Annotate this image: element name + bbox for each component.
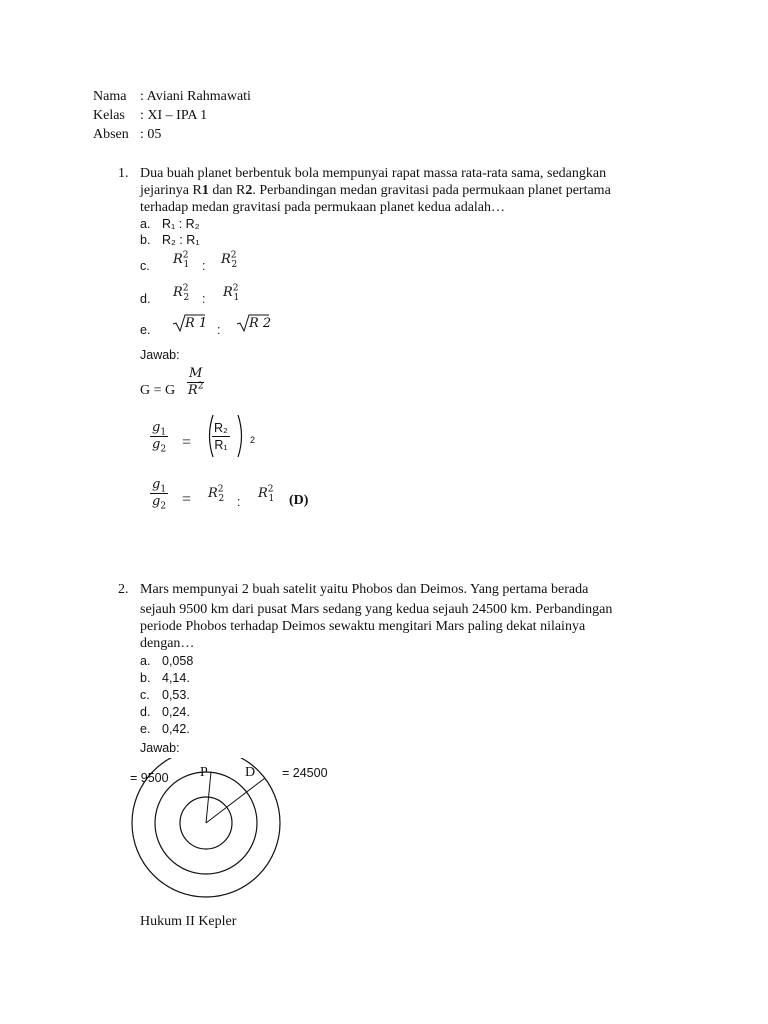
q1-option-a-text: R₁ : R₂ bbox=[162, 217, 200, 231]
q2-option-d-text: 0,24. bbox=[162, 705, 190, 719]
q1-text-line1: Dua buah planet berbentuk bola mempunyai rapat massa rata-rata sama, sedangkan bbox=[140, 166, 607, 181]
q1-eq1-lhs: G = G bbox=[140, 383, 176, 398]
q1-option-e-left: R 1 bbox=[185, 316, 208, 331]
q1-option-c-letter: c. bbox=[140, 259, 150, 273]
q1-eq3-g-fraction: $\frac{g_1}{g_2}$ bbox=[152, 477, 167, 512]
q1-eq3-right: $R^2_1$ bbox=[258, 484, 275, 504]
q2-text-line4: dengan… bbox=[140, 636, 195, 651]
q1-option-e-sep: : bbox=[217, 323, 221, 337]
absen-value: : 05 bbox=[140, 127, 162, 142]
q2-option-e-text: 0,42. bbox=[162, 722, 190, 736]
q2-jawab-label: Jawab: bbox=[140, 741, 180, 755]
q1-text-line2-post: . Perbandingan medan gravitasi pada permukaan planet pertama bbox=[252, 183, 611, 198]
q2-caption: Hukum II Kepler bbox=[140, 914, 237, 929]
diagram-label-p: P bbox=[200, 765, 208, 780]
q1-option-d-sep: : bbox=[202, 292, 206, 306]
q1-eq2-inner-fraction bbox=[212, 420, 230, 453]
q2-number: 2. bbox=[118, 582, 129, 597]
class-label: Kelas bbox=[93, 108, 125, 123]
q2-option-b-text: 4,14. bbox=[162, 671, 190, 685]
q1-eq2-inner-num: R₂ bbox=[214, 421, 228, 435]
q1-eq2-power: 2 bbox=[250, 435, 256, 445]
right-paren-icon bbox=[236, 414, 246, 458]
diagram-label-right: = 24500 bbox=[282, 766, 328, 780]
q2-option-b-letter: b. bbox=[140, 671, 151, 685]
q1-eq3-sep: : bbox=[237, 495, 241, 509]
q1-option-b-text: R₂ : R₁ bbox=[162, 233, 200, 247]
q1-eq2-g-fraction: $\frac{g_1}{g_2}$ bbox=[152, 420, 167, 455]
q2-option-a-letter: a. bbox=[140, 654, 151, 668]
q1-text-line2-mid: dan R bbox=[208, 183, 246, 198]
q1-text-line2-pre: jejarinya R bbox=[140, 183, 202, 198]
q1-eq1-fraction bbox=[187, 366, 204, 399]
q1-option-d-left: $R^2_2$ bbox=[173, 283, 190, 303]
q2-option-e-letter: e. bbox=[140, 722, 151, 736]
q1-eq2-inner-den: R₁ bbox=[214, 438, 228, 452]
absen-label: Absen bbox=[93, 127, 129, 142]
q1-answer: (D) bbox=[289, 493, 309, 508]
diagram-label-left: = 9500 bbox=[130, 771, 169, 785]
q1-option-b-letter: b. bbox=[140, 233, 151, 247]
q2-option-a-text: 0,058 bbox=[162, 654, 194, 668]
q1-eq1-den: $R^2$ bbox=[187, 381, 204, 398]
name-value: : Aviani Rahmawati bbox=[140, 89, 251, 104]
q2-text-line2: sejauh 9500 km dari pusat Mars sedang yang kedua sejauh 24500 km. Perbandingan bbox=[140, 602, 613, 617]
q1-option-c-sep: : bbox=[202, 259, 206, 273]
diagram-label-d: D bbox=[245, 765, 256, 780]
q1-eq3-left: $R^2_2$ bbox=[208, 484, 225, 504]
q2-option-c-letter: c. bbox=[140, 688, 150, 702]
q1-option-c-left: $R^2_1$ bbox=[173, 250, 190, 270]
q1-option-d-right: $R^2_1$ bbox=[223, 283, 240, 303]
q1-option-e-right: R 2 bbox=[249, 316, 272, 331]
q2-option-d-letter: d. bbox=[140, 705, 151, 719]
q1-option-d-letter: d. bbox=[140, 292, 151, 306]
q1-option-c-right: $R^2_2$ bbox=[221, 250, 238, 270]
q2-text-line1: Mars mempunyai 2 buah satelit yaitu Phobos dan Deimos. Yang pertama berada bbox=[140, 582, 589, 597]
q2-option-c-text: 0,53. bbox=[162, 688, 190, 702]
q1-eq3-equals: = bbox=[182, 491, 192, 508]
q1-option-e-letter: e. bbox=[140, 323, 151, 337]
q1-jawab-label: Jawab: bbox=[140, 348, 180, 362]
q1-number: 1. bbox=[118, 166, 129, 181]
q2-text-line3: periode Phobos terhadap Deimos sewaktu mengitari Mars paling dekat nilainya bbox=[140, 619, 586, 634]
q1-text-line3: terhadap medan gravitasi pada permukaan planet kedua adalah… bbox=[140, 200, 506, 215]
q1-eq1-num: M bbox=[189, 366, 203, 381]
q1-eq2-equals: = bbox=[182, 434, 192, 451]
q1-text-line2 bbox=[140, 182, 611, 199]
q1-option-a-letter: a. bbox=[140, 217, 151, 231]
q1-text-line2-bold1: 1 bbox=[201, 183, 209, 198]
class-value: : XI – IPA 1 bbox=[140, 108, 208, 123]
q1-text-line2-bold2: 2 bbox=[245, 183, 253, 198]
name-label: Nama bbox=[93, 89, 127, 104]
